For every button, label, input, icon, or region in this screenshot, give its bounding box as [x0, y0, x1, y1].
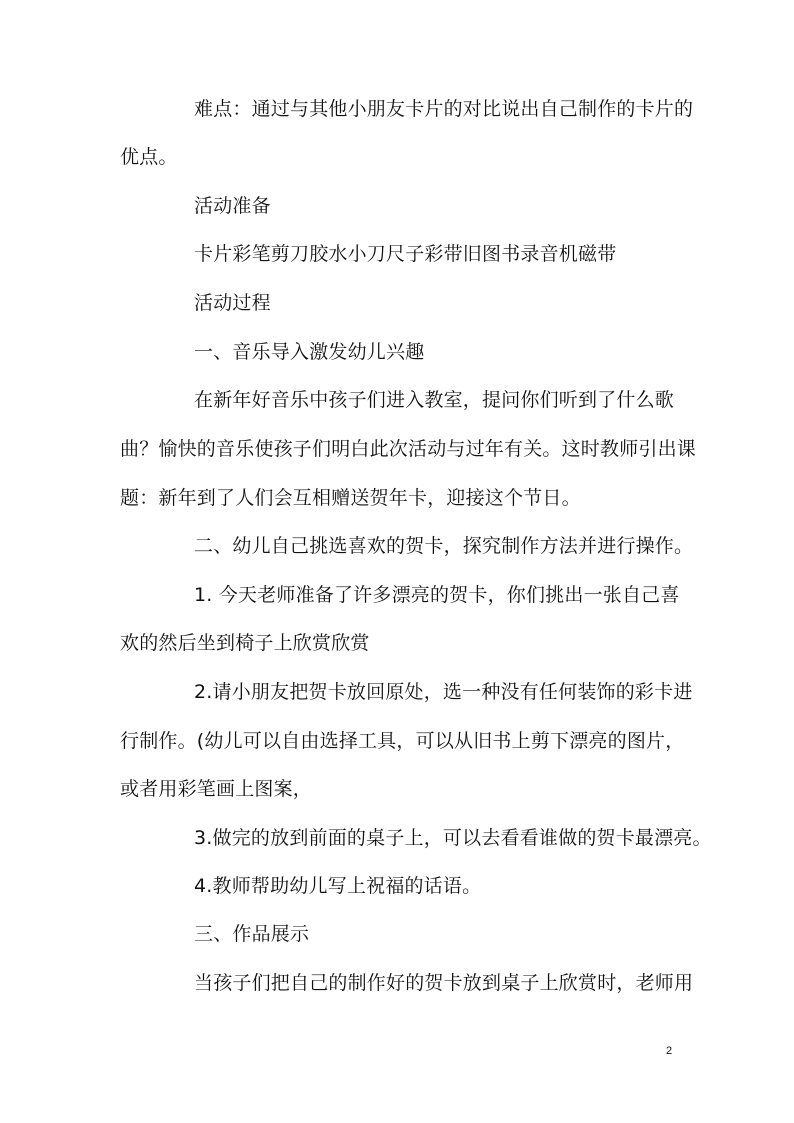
page-number: 2	[666, 1045, 673, 1057]
paragraph-line: 当孩子们把自己的制作好的贺卡放到桌子上欣赏时，老师用	[194, 972, 694, 994]
text-line-materials: 卡片彩笔剪刀胶水小刀尺子彩带旧图书录音机磁带	[194, 243, 617, 265]
list-item-2-cont: 或者用彩笔画上图案，	[120, 778, 313, 800]
paragraph-line: 曲？愉快的音乐使孩子们明白此次活动与过年有关。这时教师引出课	[120, 438, 697, 460]
section-heading-2: 二、幼儿自己挑选喜欢的贺卡，探究制作方法并进行操作。	[194, 535, 694, 557]
list-item-2-cont: 行制作。(幼儿可以自由选择工具，可以从旧书上剪下漂亮的图片，	[120, 730, 685, 752]
text-line-difficulty: 难点：通过与其他小朋友卡片的对比说出自己制作的卡片的	[194, 98, 694, 120]
list-item-1-cont: 欢的然后坐到椅子上欣赏欣赏	[120, 632, 370, 654]
list-item-4: 4.教师帮助幼儿写上祝福的话语。	[194, 875, 482, 897]
list-item-3: 3.做完的放到前面的桌子上，可以去看看谁做的贺卡最漂亮。	[194, 827, 712, 849]
section-heading-3: 三、作品展示	[194, 923, 310, 945]
text-line-difficulty-cont: 优点。	[120, 146, 178, 168]
paragraph-line: 题：新年到了人们会互相赠送贺年卡，迎接这个节日。	[120, 487, 581, 509]
section-heading-1: 一、音乐导入激发幼儿兴趣	[194, 341, 425, 363]
heading-activity-preparation: 活动准备	[194, 195, 271, 217]
list-item-2: 2.请小朋友把贺卡放回原处，选一种没有任何装饰的彩卡进	[194, 681, 693, 703]
list-item-1: 1. 今天老师准备了许多漂亮的贺卡，你们挑出一张自己喜	[194, 584, 680, 606]
heading-activity-process: 活动过程	[194, 292, 271, 314]
paragraph-line: 在新年好音乐中孩子们进入教室，提问你们听到了什么歌	[194, 389, 675, 411]
